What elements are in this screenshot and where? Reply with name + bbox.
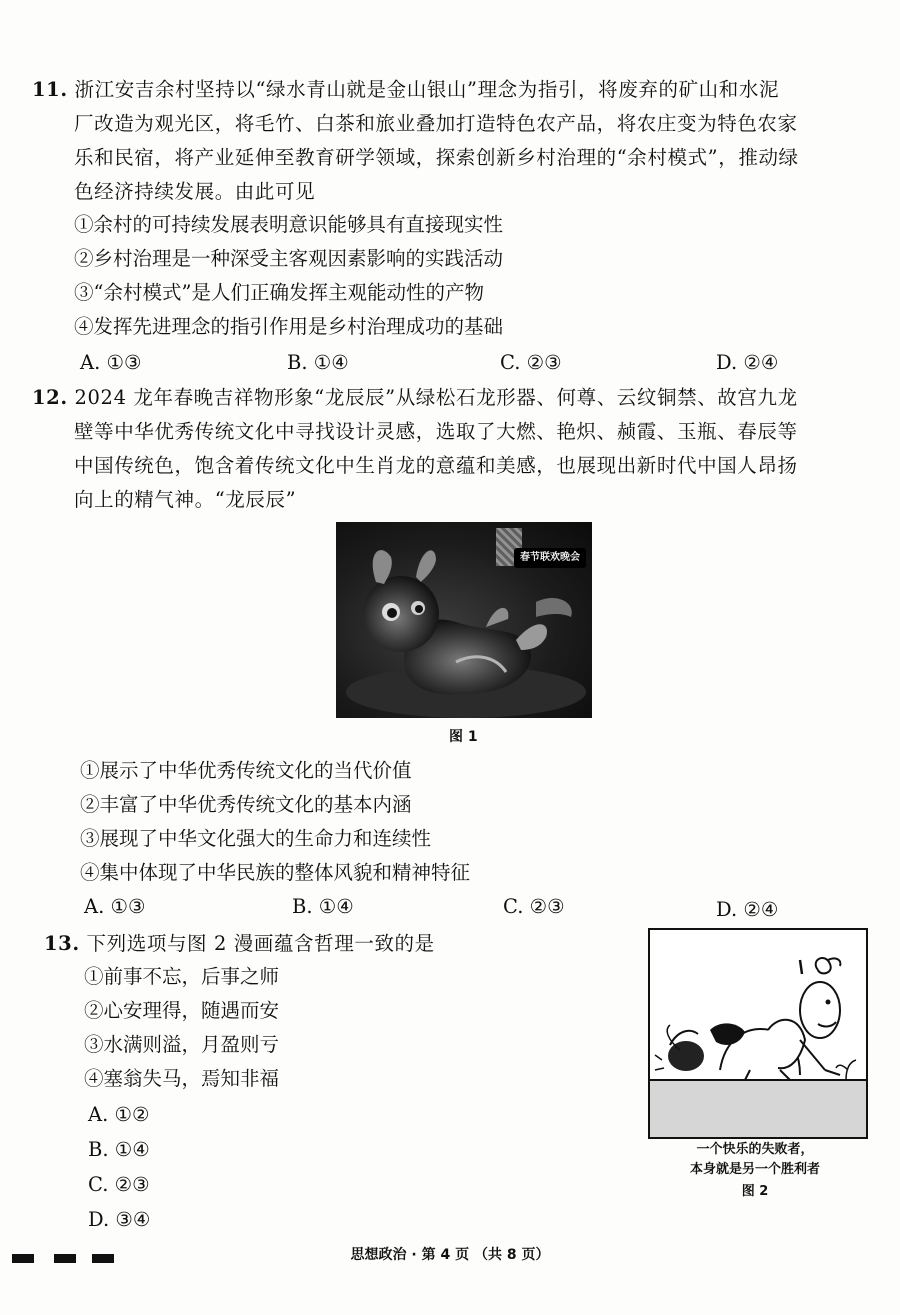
- q11-stem-line-2: 厂改造为观光区，将毛竹、白茶和旅业叠加打造特色农产品，将农庄变为特色农家: [74, 112, 798, 135]
- figure-2-label: 图 2: [741, 1184, 769, 1199]
- q13-choice-b[interactable]: B. ①④: [88, 1138, 150, 1161]
- q12-stem-line-3: 中国传统色，饱含着传统文化中生肖龙的意蕴和美感，也展现出新时代中国人昂扬: [74, 454, 798, 477]
- q11-option-2: ②乡村治理是一种深受主客观因素影响的实践活动: [74, 247, 504, 270]
- q13-option-2: ②心安理得，随遇而安: [84, 999, 280, 1022]
- q13-number: 13.: [44, 932, 80, 955]
- q13-option-1: ①前事不忘，后事之师: [84, 965, 280, 988]
- q12-option-3: ③展现了中华文化强大的生命力和连续性: [80, 827, 432, 850]
- q12-stem-line-2: 壁等中华优秀传统文化中寻找设计灵感，选取了大燃、艳炽、赪霞、玉瓶、春辰等: [74, 420, 798, 443]
- q12-option-4: ④集中体现了中华民族的整体风貌和精神特征: [80, 861, 471, 884]
- figure-2-caption-line-2: 本身就是另一个胜利者: [689, 1162, 820, 1177]
- cartoon-illustration: [650, 930, 866, 1137]
- q12-choice-b[interactable]: B. ①④: [292, 895, 354, 918]
- gala-logo-badge: 春节联欢晚会: [514, 548, 586, 568]
- figure-2-caption-line-1: 一个快乐的失败者，: [696, 1142, 814, 1157]
- q11-stem-line-3: 乐和民宿，将产业延伸至教育研学领域，探索创新乡村治理的“余村模式”，推动绿: [74, 146, 799, 169]
- q12-choice-a[interactable]: A. ①③: [84, 895, 146, 918]
- q13-choice-d[interactable]: D. ③④: [88, 1208, 151, 1231]
- q12-choice-c[interactable]: C. ②③: [503, 895, 565, 918]
- q11-stem-line-1: [32, 72, 779, 108]
- q11-option-3: ③“余村模式”是人们正确发挥主观能动性的产物: [74, 281, 484, 304]
- q13-option-4: ④塞翁失马，焉知非福: [84, 1067, 280, 1090]
- q12-option-1: ①展示了中华优秀传统文化的当代价值: [80, 759, 412, 782]
- dragon-mascot-image: [336, 522, 592, 718]
- q11-number: 11.: [32, 78, 68, 101]
- q12-number: 12.: [32, 386, 68, 409]
- q12-stem-line-1: [32, 380, 798, 416]
- q13-choice-c[interactable]: C. ②③: [88, 1173, 150, 1196]
- q11-option-4: ④发挥先进理念的指引作用是乡村治理成功的基础: [74, 315, 504, 338]
- page-footer: 思想政治 · 第 4 页 （共 8 页）: [350, 1247, 550, 1263]
- q12-stem-text-1: 2024 龙年春晚吉祥物形象“龙辰辰”从绿松石龙形器、何尊、云纹铜禁、故宫九龙: [74, 386, 798, 409]
- q11-stem-line-4: 色经济持续发展。由此可见: [74, 180, 316, 203]
- cartoon-figure-2: [648, 928, 868, 1139]
- figure-1-caption: 图 1: [449, 729, 478, 745]
- q11-option-1: ①余村的可持续发展表明意识能够具有直接现实性: [74, 213, 504, 236]
- q11-choice-c[interactable]: C. ②③: [500, 351, 562, 374]
- q11-choice-d[interactable]: D. ②④: [716, 351, 779, 374]
- q11-choice-b[interactable]: B. ①④: [287, 351, 349, 374]
- q12-option-2: ②丰富了中华优秀传统文化的基本内涵: [80, 793, 412, 816]
- q13-stem-line: [44, 926, 435, 962]
- q12-stem-line-4: 向上的精气神。“龙辰辰”: [74, 488, 297, 511]
- q13-option-3: ③水满则溢，月盈则亏: [84, 1033, 280, 1056]
- q11-choice-a[interactable]: A. ①③: [80, 351, 142, 374]
- q11-stem-text-1: 浙江安吉余村坚持以“绿水青山就是金山银山”理念为指引，将废弃的矿山和水泥: [74, 78, 780, 101]
- q13-stem-text: 下列选项与图 2 漫画蕴含哲理一致的是: [86, 932, 435, 955]
- q12-choice-d[interactable]: D. ②④: [716, 898, 779, 921]
- q13-choice-a[interactable]: A. ①②: [88, 1103, 150, 1126]
